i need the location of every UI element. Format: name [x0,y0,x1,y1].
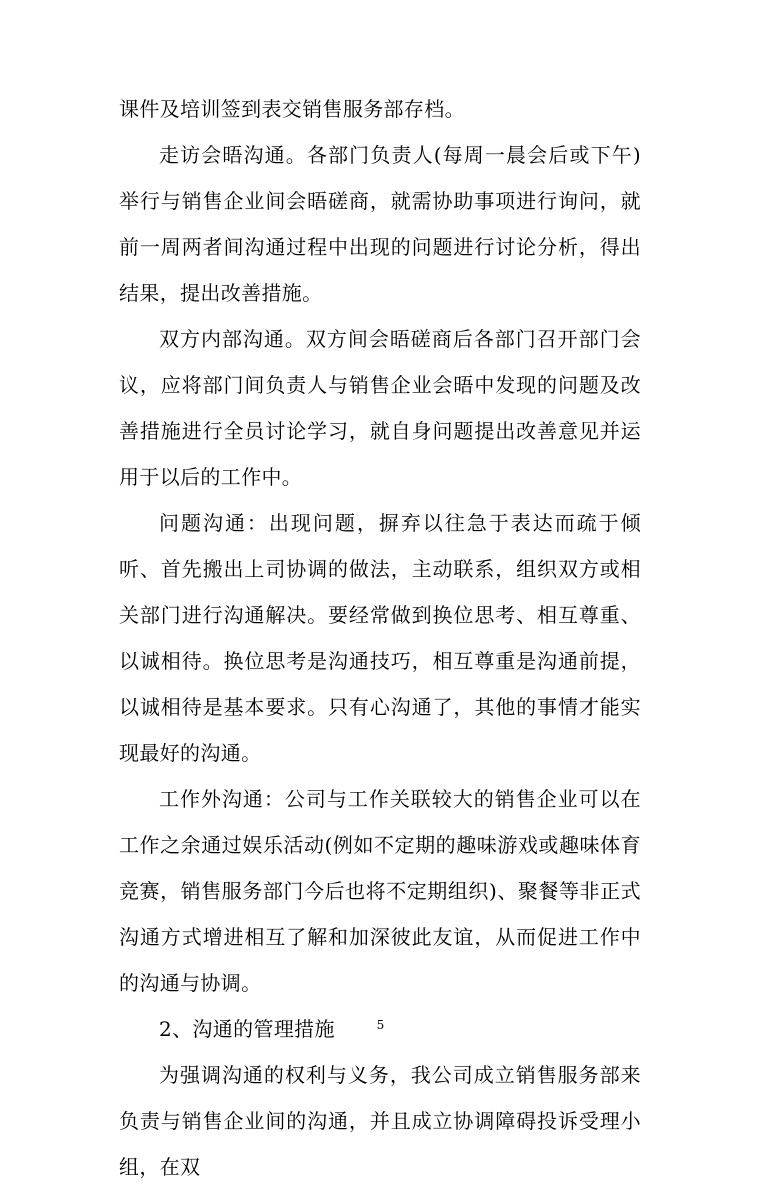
paragraph-internal-communication: 双方内部沟通。双方间会晤磋商后各部门召开部门会议，应将部门间负责人与销售企业会晤中发现的问题及改善措施进行全员讨论学习，就自身问题提出改善意见并运用于以后的工作中。 [119,327,641,489]
section-heading: 2、沟通的管理措施 [159,1017,335,1041]
paragraph-problem-communication: 问题沟通：出现问题，摒弃以往急于表达而疏于倾听、首先搬出上司协调的做法，主动联系，组织双方或相关部门进行沟通解决。要经常做到换位思考、相互尊重、以诚相待。换位思考是沟通技巧，相互尊重是沟通前提，以诚相待是基本要求。只有心沟通了，其他的事情才能实现最好的沟通。 [119,511,641,765]
paragraph-continuation: 课件及培训签到表交销售服务部存档。 [119,97,465,121]
paragraph-off-work-communication: 工作外沟通：公司与工作关联较大的销售企业可以在工作之余通过娱乐活动(例如不定期的趣味游戏或趣味体育竞赛，销售服务部门今后也将不定期组织)、聚餐等非正式沟通方式增进相互了解和加深彼此友谊，从而促进工作中的沟通与协调。 [119,787,641,995]
paragraph-management-measures: 为强调沟通的权利与义务，我公司成立销售服务部来负责与销售企业间的沟通，并且成立协调障碍投诉受理小组，在双 [119,1063,641,1179]
paragraph-visit-meeting: 走访会晤沟通。各部门负责人(每周一晨会后或下午)举行与销售企业间会晤磋商，就需协助事项进行询问，就前一周两者间沟通过程中出现的问题进行讨论分析，得出结果，提出改善措施。 [119,143,641,305]
page-number: 5 [376,1018,385,1032]
